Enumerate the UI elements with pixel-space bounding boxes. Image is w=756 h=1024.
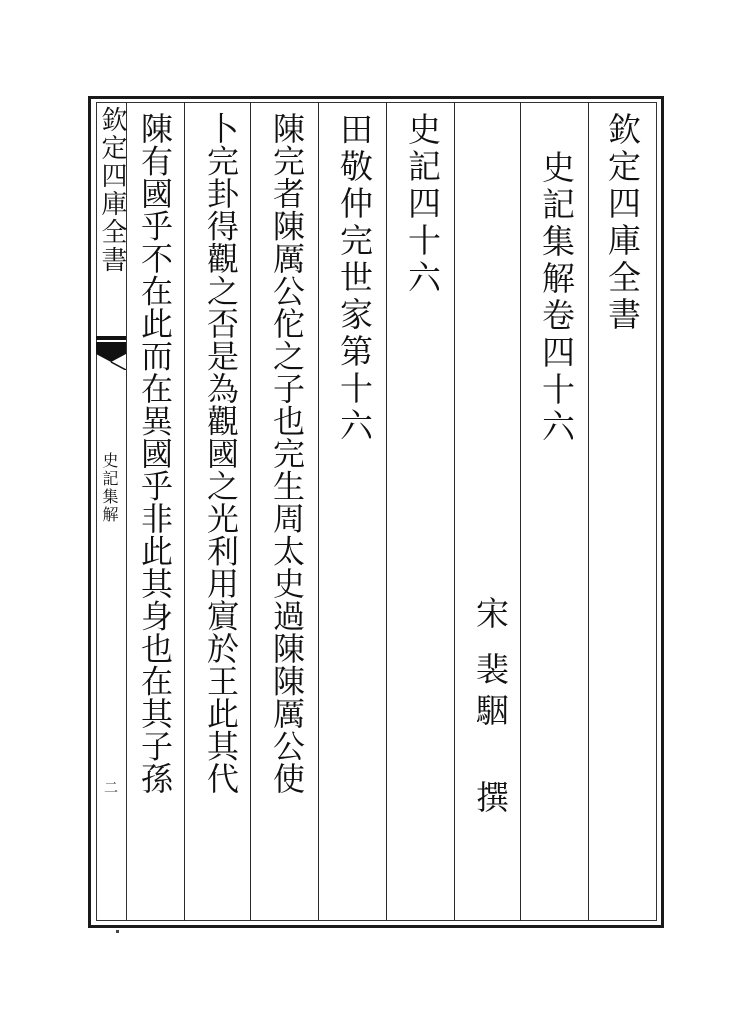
gutter-section-label: 史記集解 (100, 452, 119, 524)
gutter-page-number: 二 (102, 780, 118, 796)
text-column-2: 卜完卦得觀之否是為觀國之光利用賔於王此其代 (202, 112, 240, 795)
header-book-title: 欽定四庫全書 (603, 112, 642, 334)
column-divider (386, 102, 387, 921)
column-divider (184, 102, 185, 921)
chapter-subtitle: 田敬仲完世家第十六 (335, 112, 374, 445)
author-role: 撰 (471, 780, 510, 813)
text-column-3: 陳有國乎不在此而在異國乎非此其身也在其子孫 (136, 112, 174, 795)
print-speck (116, 930, 119, 933)
column-divider (520, 102, 521, 921)
author-name: 裴駰 (471, 652, 510, 734)
text-column-1: 陳完者陳厲公佗之子也完生周太史過陳陳厲公使 (268, 112, 306, 795)
column-divider (318, 102, 319, 921)
gutter-book-title: 欽定四庫全書 (97, 106, 127, 274)
column-divider (454, 102, 455, 921)
author-dynasty: 宋 (471, 596, 510, 629)
volume-title: 史記集解卷四十六 (537, 150, 576, 446)
column-divider (250, 102, 251, 921)
chapter-heading: 史記四十六 (403, 112, 442, 297)
fishtail-mark (96, 336, 126, 370)
column-divider (588, 102, 589, 921)
